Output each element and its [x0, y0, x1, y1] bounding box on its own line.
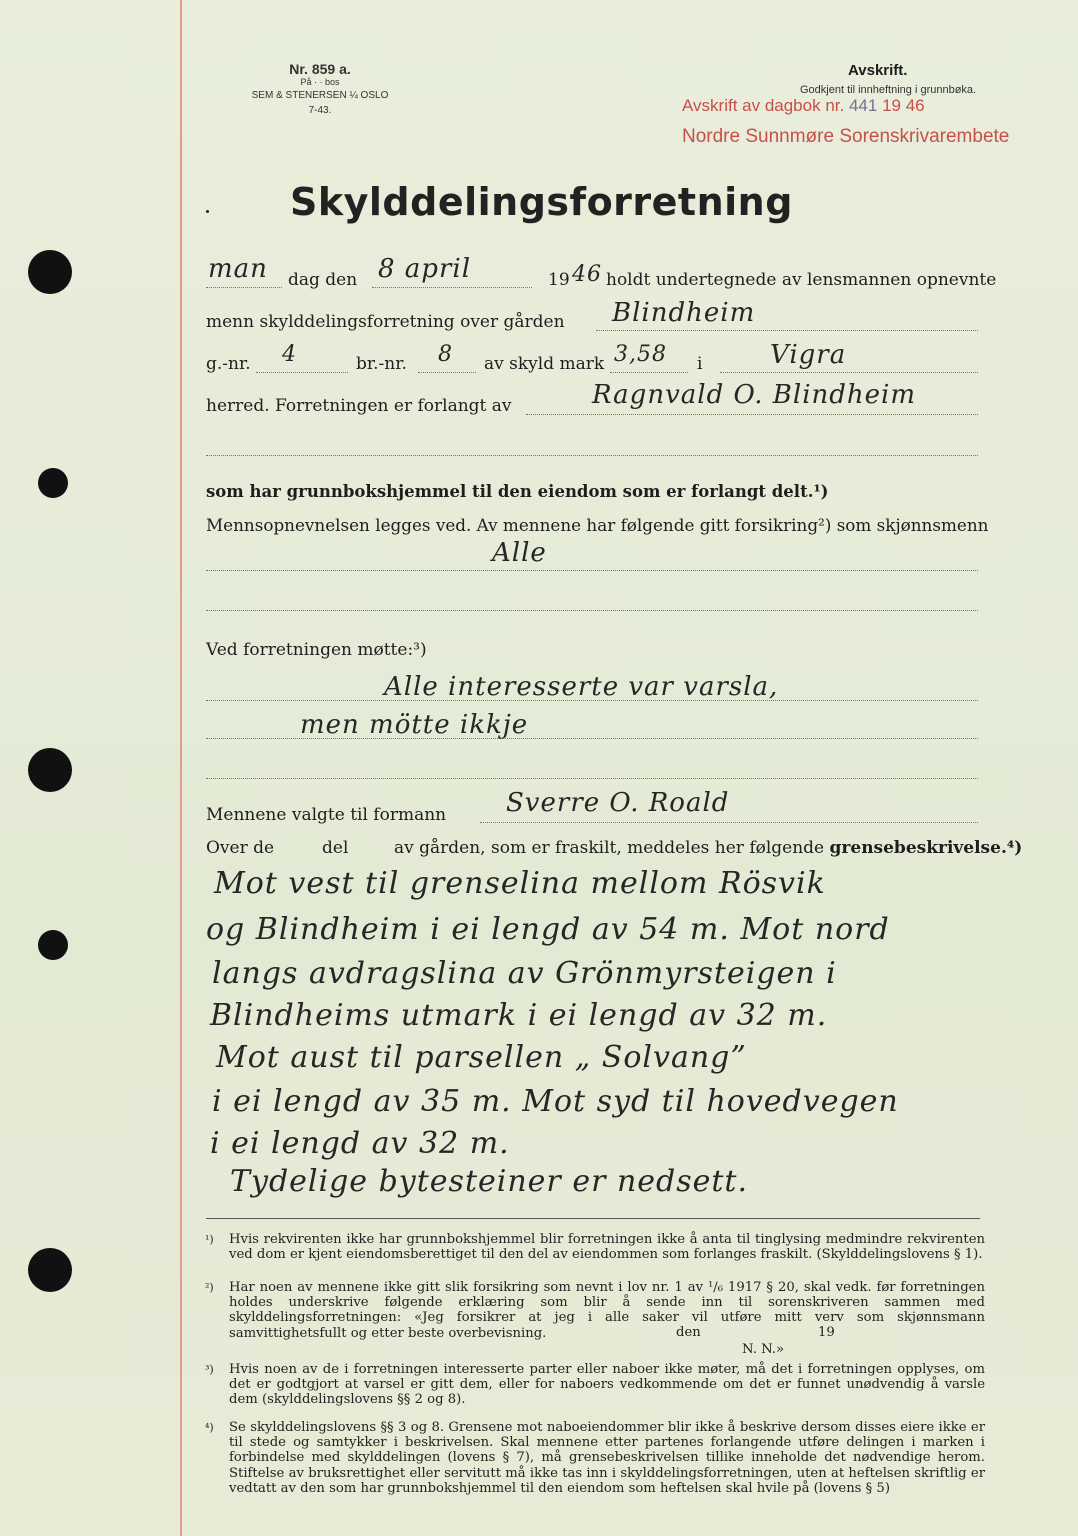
hw-date: 8 april — [378, 254, 472, 284]
label-bnr: br.-nr. — [356, 354, 407, 374]
boundary-line: i ei lengd av 35 m. Mot syd til hovedvegen — [212, 1084, 899, 1119]
boundary-line: Tydelige bytesteiner er nedsett. — [230, 1164, 749, 1199]
text-fraskilt — [394, 838, 1022, 858]
dot-mark — [206, 210, 209, 213]
footnote-nn: N. N.» — [742, 1342, 785, 1357]
text-motte: Ved forretningen møtte:³) — [206, 640, 427, 660]
year-prefix: 19 — [548, 270, 570, 290]
office-stamp: Nordre Sunnmøre Sorenskrivarembete — [682, 126, 1010, 147]
text-grunnbokshjemmel: som har grunnbokshjemmel til den eiendom som er forlangt delt.¹) — [206, 482, 829, 501]
hw-bnr: 8 — [438, 342, 453, 367]
boundary-line: i ei lengd av 32 m. — [210, 1126, 510, 1161]
fill-line — [206, 778, 978, 779]
label-formann: Mennene valgte til formann — [206, 805, 447, 825]
hw-met-line2: men mötte ikkje — [300, 710, 529, 740]
footnote-marker: ³) — [205, 1363, 214, 1376]
godkjent-text: Godkjent til innheftning i grunnbøka. — [800, 84, 977, 96]
label-skyld: av skyld mark — [484, 354, 605, 374]
hw-farm: Blindheim — [612, 298, 756, 328]
text-fraskilt-main: av gården, som er fraskilt, meddeles her følgende — [394, 838, 825, 858]
footnote-den: den — [676, 1325, 701, 1340]
label-over-de: Over de — [206, 838, 275, 858]
label-gnr: g.-nr. — [206, 354, 251, 374]
hw-chair: Sverre O. Roald — [506, 788, 730, 818]
hw-skjonnsmenn: Alle — [492, 538, 547, 568]
fill-line — [206, 700, 978, 701]
fill-line — [206, 738, 978, 739]
label-gaarden: menn skylddelingsforretning over gården — [206, 312, 565, 332]
text-mennsopnevnelsen: Mennsopnevnelsen legges ved. Av mennene har følgende gitt forsikring²) som skjønnsmenn — [206, 515, 989, 535]
text-opnevnte: holdt undertegnede av lensmannen opnevnte — [606, 270, 997, 290]
label-del: del — [322, 838, 349, 858]
fill-line — [418, 372, 476, 373]
text-grensebeskrivelse: grensebeskrivelse.⁴) — [829, 838, 1023, 858]
boundary-line: langs avdragslina av Grönmyrsteigen i — [212, 956, 837, 991]
hw-gnr: 4 — [282, 342, 297, 367]
boundary-line: og Blindheim i ei lengd av 54 m. Mot nord — [206, 912, 890, 947]
label-herred: herred. Forretningen er forlangt av — [206, 396, 512, 416]
publisher-line: På · · bos — [300, 77, 340, 87]
footnote-text: Se skylddelingslovens §§ 3 og 8. Grensene mot naboeiendommer blir ikke å beskrive dersom disses eiere ikke er til stede og samtykker i beskrivelsen. Skal mennene etter partenes forlangende utføre delingen i marken i forbindelse med skylddelingen (lovens § 7), må grensebeskrivelsen tillike inneholde det nødvendige herom. Stiftelse av bruksrettighet eller servitutt må ikke tas inn i skylddelingsforretningen, uten at heftelsen skriftlig er vedtatt av den som har grunnbokshjemmel til den eiendom som heftelsen skal hvile på (lovens § 5) — [229, 1420, 985, 1496]
hw-requester: Ragnvald O. Blindheim — [592, 380, 917, 410]
footnote-2 — [205, 1280, 985, 1341]
footnote-marker: ¹) — [205, 1233, 214, 1246]
avskrift-label: Avskrift. — [848, 62, 908, 79]
document-title: Skylddelingsforretning — [290, 180, 793, 224]
fill-line — [206, 455, 978, 456]
printer-info — [220, 62, 420, 118]
fill-line — [256, 372, 348, 373]
hw-met-line1: Alle interesserte var varsla, — [384, 672, 779, 702]
fill-line — [206, 287, 282, 288]
boundary-line: Blindheims utmark i ei lengd av 32 m. — [210, 998, 828, 1033]
label-i: i — [697, 354, 703, 374]
fill-line — [596, 330, 978, 331]
punch-hole — [28, 1248, 72, 1292]
footnote-marker: ²) — [205, 1281, 214, 1294]
hw-herred: Vigra — [770, 340, 847, 370]
footnote-1 — [205, 1232, 985, 1262]
stamp-prefix: Avskrift av dagbok nr. — [682, 96, 845, 115]
punch-hole — [38, 930, 68, 960]
punch-hole — [38, 468, 68, 498]
journal-stamp — [682, 96, 925, 116]
fill-line — [610, 372, 688, 373]
punch-hole — [28, 748, 72, 792]
fill-line — [526, 414, 978, 415]
fill-line — [372, 287, 532, 288]
footnote-marker: ⁴) — [205, 1421, 214, 1434]
footnote-text: Hvis rekvirenten ikke har grunnbokshjemmel blir forretningen ikke å anta til tinglysing medmindre rekvirenten ved dom er kjent eiendomsberettiget til den del av eiendommen som forlanges fraskilt. (Skylddelingslovens § 1). — [229, 1232, 985, 1263]
boundary-line: Mot aust til parsellen „ Solvang” — [216, 1040, 747, 1075]
footnote-year: 19 — [818, 1325, 835, 1340]
fill-line — [480, 822, 978, 823]
footnote-3 — [205, 1362, 985, 1408]
fill-line — [206, 570, 978, 571]
fill-line — [720, 372, 978, 373]
publisher-line: 7-43. — [308, 105, 332, 116]
footnote-text: Har noen av mennene ikke gitt slik forsikring som nevnt i lov nr. 1 av ¹/₆ 1917 § 20, skal vedk. før forretningen holdes underskrive følgende erklæring som blir å sende inn til sorenskriveren sammen med skylddelingsforretningen: «Jeg forsikrer at jeg i alle saker vil utføre mitt verv som skjønnsmann samvittighetsfullt og etter beste overbevisning. — [229, 1280, 985, 1341]
journal-number: 441 — [848, 96, 878, 115]
footnote-text: Hvis noen av de i forretningen interesserte parter eller naboer ikke møter, må det i forretningen opplyses, om det er godtgjort at varsel er gitt dem, eller for naboers vedkommende om det er funnet unødvendig å varsle dem (skylddelingslovens §§ 2 og 8). — [229, 1362, 985, 1408]
punch-hole — [28, 250, 72, 294]
fill-line — [206, 610, 978, 611]
margin-line — [180, 0, 182, 1536]
hw-weekday: man — [208, 254, 268, 284]
publisher-line: SEM & STENERSEN ¼ OSLO — [251, 90, 389, 101]
hw-skyld: 3,58 — [614, 342, 667, 367]
form-number: Nr. 859 a. — [289, 61, 351, 77]
hw-year: 46 — [572, 262, 602, 287]
footnote-4 — [205, 1420, 985, 1496]
journal-year: 19 46 — [882, 96, 925, 115]
boundary-line: Mot vest til grenselina mellom Rösvik — [214, 866, 826, 901]
footnote-divider — [206, 1218, 980, 1219]
label-dag: dag den — [288, 270, 358, 290]
